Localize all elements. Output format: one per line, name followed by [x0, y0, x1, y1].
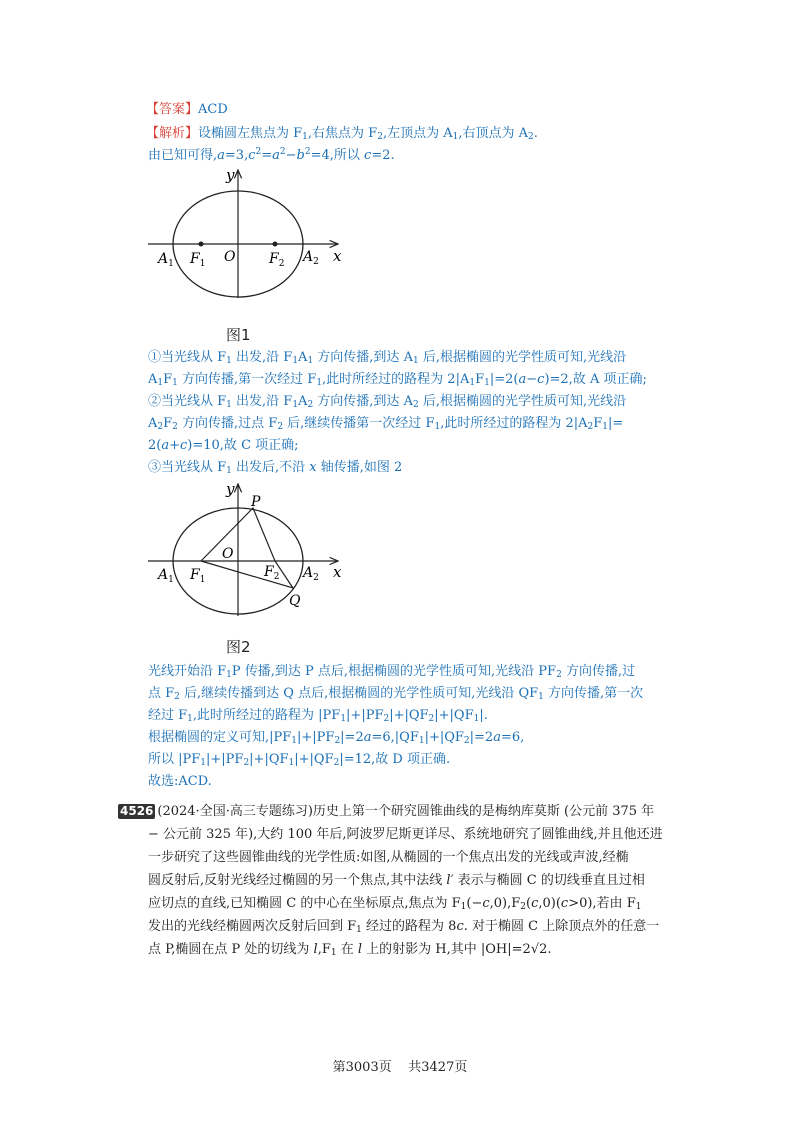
case-1-line-1: ①当光线从 $F_1$ 出发,沿 $F_1A_1$ 方向传播,到达 $A_1$ 后,根据椭圆的光学性质可知,光线沿: [148, 350, 627, 366]
solution-tag: 【解析】: [146, 126, 199, 141]
question-number: 4526: [120, 804, 154, 818]
case-3-line-5: 根据椭圆的定义可知$,|PF_1|+|PF_2|=2a=6,|QF_1|+|QF_2|=2a=6$,: [148, 730, 525, 746]
case-3-line-4: 经过 $F_1$,此时所经过的路程为 $|PF_1|+|PF_2|+|QF_2|+|QF_1|$.: [148, 708, 488, 724]
question-line-4: 圆反射后,反射光线经过椭圆的另一个焦点,其中法线 l′ 表示与椭圆 C 的切线垂直且过相: [148, 873, 645, 888]
question-line-7: 点 P,椭圆在点 P 处的切线为 $l,F_1$ 在 l 上的射影为 H,其中 |OH|=2√2.: [148, 942, 552, 958]
question-line-3: 一步研究了这些圆锥曲线的光学性质:如图,从椭圆的一个焦点出发的光线或声波,经椭: [148, 850, 629, 865]
figure-2-caption: 图2: [226, 638, 251, 656]
question-line-5: 应切点的直线,已知椭圆 C 的中心在坐标原点,焦点为 $F_1(-c,0),F_2(c,0)(c>0)$,若由 $F_1$: [148, 896, 642, 912]
label-a1: $A_1$: [158, 251, 174, 269]
figure-1: [140, 162, 360, 332]
label-f1: $F_1$: [190, 251, 206, 269]
label-origin: O: [222, 546, 234, 562]
label-y: y: [226, 480, 235, 498]
page-total: 共3427页: [408, 1060, 468, 1075]
solution-line-2: 由已知可得$,a=3,c^2=a^2-b^2=4$,所以 c=2.: [148, 147, 395, 163]
label-x: x: [333, 563, 342, 581]
case-3-line-2: 光线开始沿 $F_1P$ 传播,到达 P 点后,根据椭圆的光学性质可知,光线沿 $PF_2$ 方向传播,过: [148, 664, 636, 680]
case-1-line-2: $A_1F_1$ 方向传播,第一次经过 $F_1$,此时所经过的路程为 $2|A_1F_1|=2(a-c)=2$,故 A 项正确;: [148, 372, 647, 388]
label-p: P: [251, 494, 261, 510]
page-number: 第3003页: [332, 1060, 392, 1075]
conclusion-line: 故选:ACD.: [148, 774, 212, 789]
question-line-2: − 公元前 325 年),大约 100 年后,阿波罗尼斯更详尽、系统地研究了圆锥曲线,并且他还进: [148, 827, 663, 842]
case-2-line-1: ②当光线从 $F_1$ 出发,沿 $F_1A_2$ 方向传播,到达 $A_2$ 后,根据椭圆的光学性质可知,光线沿: [148, 394, 627, 410]
label-a1: $A_1$: [158, 567, 174, 585]
case-3-line-6: 所以 $|PF_1|+|PF_2|+|QF_1|+|QF_2|=12$,故 D 项正确.: [148, 752, 451, 768]
question-line-6: 发出的光线经椭圆两次反射后回到 $F_1$ 经过的路程为 8c. 对于椭圆 C 上除顶点外的任意一: [148, 919, 660, 935]
label-y: y: [226, 166, 235, 184]
label-f2: $F_2$: [269, 251, 285, 269]
case-3-line-1: ③当光线从 $F_1$ 出发后,不沿 x 轴传播,如图 2: [148, 460, 403, 476]
figure-2: [140, 476, 360, 646]
label-a2: $A_2$: [303, 565, 319, 583]
figure-1-caption: 图1: [226, 326, 251, 344]
label-f2: $F_2$: [264, 564, 280, 582]
focus-f1-point: [199, 242, 204, 247]
answer-tag: 【答案】: [146, 102, 199, 117]
label-origin: O: [224, 249, 236, 265]
label-a2: $A_2$: [303, 249, 319, 267]
question-line-1: 4526 (2024·全国·高三专题练习)历史上第一个研究圆锥曲线的是梅纳库莫斯 (公元前 375 年: [120, 804, 655, 819]
label-q: Q: [289, 593, 301, 609]
answer-line: [146, 102, 228, 118]
answer-value: ACD: [198, 102, 228, 117]
focus-f2-point: [273, 242, 278, 247]
page-footer: [0, 1056, 800, 1075]
case-2-line-3: 2(a+c)=10,故 C 项正确;: [148, 438, 299, 453]
label-x: x: [333, 247, 342, 265]
case-2-line-2: $A_2F_2$ 方向传播,过点 $F_2$ 后,继续传播第一次经过 $F_1$,此时所经过的路程为 $2|A_2F_1|=$: [148, 416, 624, 432]
solution-line-1: 【解析】设椭圆左焦点为 $F_1$,右焦点为 $F_2$,左顶点为 $A_1$,右顶点为 $A_2$.: [146, 126, 538, 142]
case-3-line-3: 点 $F_2$ 后,继续传播到达 Q 点后,根据椭圆的光学性质可知,光线沿 $QF_1$ 方向传播,第一次: [148, 686, 644, 702]
label-f1: $F_1$: [190, 567, 206, 585]
